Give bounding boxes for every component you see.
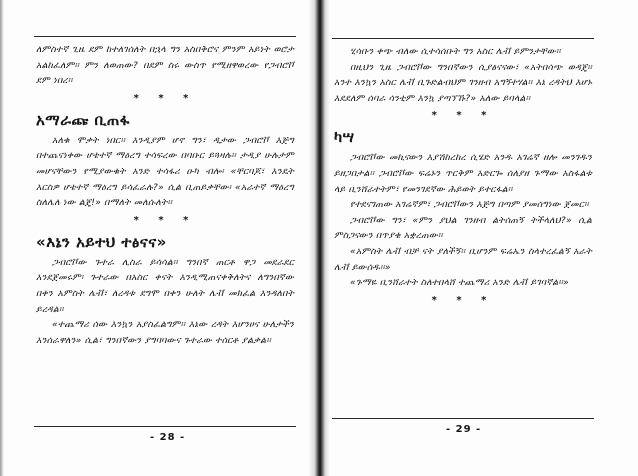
paragraph: ለምስተኛ ጊዜ ደም ከተለገሰለት በኋላ ግን አስበቅሮና ምንም አይነት ወሮታ አልከፈለም፡፡ ምን ለወጠው? በደም ስሩ ውስጥ የሚዘዋወረው የጋብሮቮ ደም ነበረ፡፡ [36,44,294,87]
paragraph: አለቁ ሞቃት ነበር፡፡ እንዲያም ሆኖ ግን፣ ዲታው ጋብሮቮ እጅግ በተጨናነቀው ሆቴተኛ ማዕረግ ተሳፍረው በባቡር ይጓዛሉ፡፡ ታዲያ ሁሉታም መሆናቸውን የሚያውቁት አንድ ተሳፋሪ ዑካ ብሎ፡ «ቸርባጆ፣ እንዴት እርስዎ ሆቴተኛ ማዕረግ ይሳፈራሉ?» ሲል ቢጠይቃቸው፡ «አራተኛ ማዕረግ ስለሌለ ነው ልጄ!» በማለት መለሱለት፡፡ [36,134,294,209]
section-separator: * * * [133,214,197,226]
left-page-body [36,42,294,348]
header-rule [332,38,594,39]
paragraph: በዚህን ጊዜ ጋብሮቮው ግንበኛውን ሲያፅናናው፣ «አትበሳጭ ወዳጄ፡፡ አንተ እንኳን አስር ሌቭ ቢጉድልብህም ገንዘብ አግኝተሃል፡፡ እኔ ረዳትህ እሆኑ እደደለም ሰባራ ሳንቲም እንኳ ያጣኘኹ?» አለው ይባላል፡፡ [334,61,592,104]
paragraph: ጋብሮቮው ግን፣ «ምን ያህል ገንዘብ ልትሰጠኝ ትችላለህ?» ሲል ምስጋናውን በጥያቄ አቋረጠው፡፡ [334,214,592,242]
section-heading: ካሣ [334,128,355,147]
paragraph: ጋብሮቮው ጉተራ ሊስራ ይሳሳል፡፡ ግንበኛ ጠርቶ ዋጋ መደራደር እንደጀመሩም፡ ጉተራው በአስር ቀናት እንዲሚጠናቀቅለትና ለግንበኛው በቀን አምስት ሌቭ፣ ለረዳቱ ደግሞ በቀን ሁለት ሌቭ መክፈል እንዳለበት ይረዳል፡፡ [36,256,294,315]
paragraph: «ተጨማሪ ሰው እንኳን አያስፈልግም፡፡ እኔው ረዳት እሆንሀና ሁለታችን እንሰራዋለን» ሲል፣ ግንበኛውን ያግባባውና ጉተራው ተሰርቶ ያልቃል፡፡ [36,319,294,346]
paragraph: ሂሳቡን ቀጭ ብለው ሲተሳሰቡት ግን አስር ሌቭ ይምንታቸው፡፡ [350,46,561,57]
section-heading: አማራጩ ቢጠፋ [36,110,130,129]
section-separator: * * * [133,92,197,104]
section-heading: «እኔን አይተህ ተፅናና» [36,232,167,251]
section-separator: * * * [431,110,495,122]
right-page [318,0,638,476]
page-number: - 28 - [150,432,186,443]
paragraph: የተደናገጠው አገሬኛም፣ ጋብሮቮውን እጅግ በጣም ያመሰግነው ጀመር፡፡ [350,199,589,211]
page-number: - 29 - [446,424,482,435]
footer-rule [34,426,296,427]
section-separator: * * * [431,294,495,306]
left-page [0,0,318,476]
header-rule [34,36,296,37]
footer-rule [332,418,594,419]
paragraph: «ጉማዬ ቢንሸራተት ስለተበላሸ ተጨማሪ አንድ ሌቭ ይገባኛል፡፡» [350,277,569,289]
paragraph: «አምስት ሌቭ ብቻ ናት ያለችኝ፡፡ ቢሆንም ፍሬኤን ስላተረፈልኝ አራት ሌቭ ይውሰዱ፡፡» [334,245,592,273]
right-page-body [334,44,592,311]
paragraph: ጋብሮቮው መኪናውን እያሽከረከረ ሲሄድ አንዱ አገሬኛ ዘሎ መንገዱን ይዘጋበታል፡፡ ጋብሮቮው ፍሬኑን ጥርቅም አድርጐ ሰለያዘ ጉማው አስፋልቱ ላይ ቢንሸራተትም፣ የመንገደኛው ሕይወት ይተርፋል፡፡ [334,152,592,195]
